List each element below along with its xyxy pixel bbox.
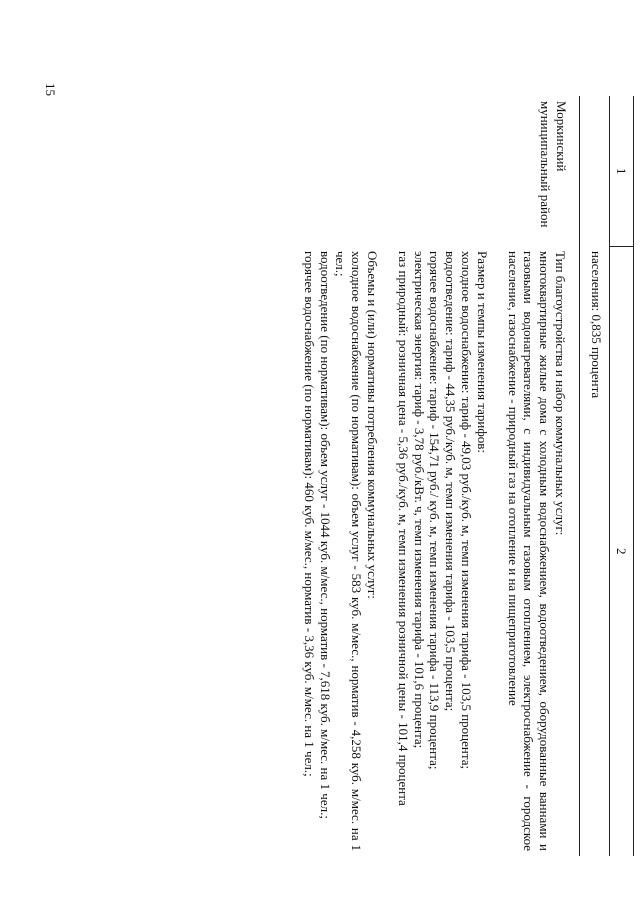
previous-row-cell bbox=[588, 251, 604, 851]
section-line: холодное водоснабжение: тариф - 49,03 руб./куб. м, темп изменения тарифа - 103,5 процента; bbox=[459, 251, 475, 770]
table-header-border bbox=[609, 96, 610, 856]
table-top-border bbox=[633, 96, 634, 856]
section-line: горячее водоснабжение (по нормативам): 460 куб. м/мес., норматив - 3,36 куб. м/мес. на 1 чел.; bbox=[301, 251, 317, 777]
previous-row-text: населения: 0,835 процента bbox=[589, 251, 604, 399]
section-line: водоотведение: тариф - 44,35 руб./куб. м, темп изменения тарифа - 103,5 процента; bbox=[443, 251, 459, 712]
table-row-border bbox=[579, 96, 580, 856]
section-line: горячее водоснабжение: тариф - 154,71 руб./ куб. м, темп изменения тарифа - 113,9 процента; bbox=[427, 251, 443, 770]
section-line: многоквартирные жилые дома с холодным водоснабжением, водоотведением, оборудованные ваннами и газовыми водонагревателями, с индивидуальным газовым отоплением, электроснабжение - городское население, газоснабжение - природный газ на отопление и на пищеприготовление bbox=[505, 251, 553, 851]
column-number-2: 2 bbox=[614, 548, 629, 555]
district-name: Моркинский муниципальный район bbox=[538, 101, 569, 228]
section-heading: Тип благоустройства и набор коммунальных услуг: bbox=[553, 251, 568, 536]
page-number: 15 bbox=[43, 83, 58, 96]
header-column-divider bbox=[610, 246, 634, 247]
section-line: водоотведение (по нормативам): объем услуг - 1044 куб. м/мес., норматив - 7,618 куб. м/мес. на 1 чел.; bbox=[317, 251, 333, 819]
row-details-cell bbox=[301, 251, 568, 851]
column-number-1: 1 bbox=[614, 168, 629, 175]
section-heading: Размер и темпы изменения тарифов: bbox=[474, 251, 490, 454]
section-line: электрическая энергия: тариф - 3,78 руб./кВт. ч, темп изменения тарифа - 101,6 процента; bbox=[411, 251, 427, 749]
section-heading: Объемы и (или) нормативы потребления коммунальных услуг: bbox=[365, 251, 381, 599]
section-line: холодное водоснабжение (по нормативам): объем услуг - 583 куб. м/мес., норматив - 4,258 куб. м/мес. на 1 чел.; bbox=[333, 251, 365, 851]
rotated-table-page bbox=[128, 96, 634, 856]
section-line: газ природный: розничная цена - 5,36 руб./куб. м, темп изменения розничной цены - 101,4 процента bbox=[395, 251, 411, 806]
